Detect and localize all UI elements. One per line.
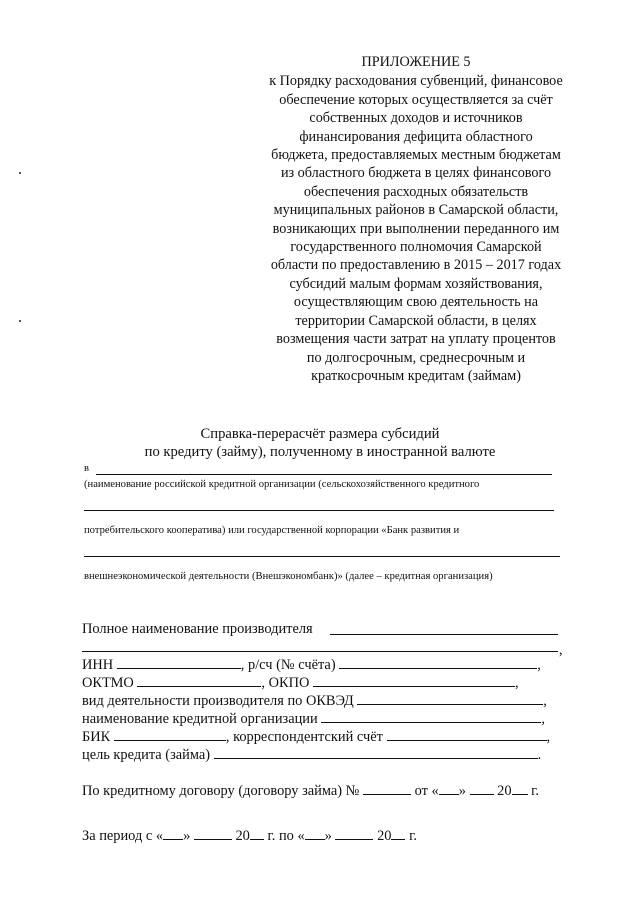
producer-name-field[interactable]: [330, 634, 558, 635]
credit-org-prefix: в: [84, 463, 90, 474]
bank-label: наименование кредитной организации: [82, 711, 318, 727]
year-prefix: 20: [377, 828, 392, 844]
account-label: , р/сч (№ счёта): [240, 657, 336, 673]
period-end-month-field[interactable]: [335, 826, 373, 840]
appendix-line: субсидий малым формам хозяйствования,: [289, 275, 543, 292]
quote-close: »: [183, 828, 191, 844]
year-prefix: 20: [497, 783, 512, 799]
credit-org-hint: потребительского кооператива) или государственной корпорации «Банк развития и: [84, 525, 460, 536]
credit-org-line[interactable]: [84, 510, 554, 511]
appendix-line: обеспечения расходных обязательств: [303, 183, 529, 200]
appendix-line: собственных доходов и источников: [309, 110, 523, 127]
contract-month-field[interactable]: [470, 781, 494, 795]
dot: .: [537, 747, 542, 763]
okved-label: вид деятельности производителя по ОКВЭД: [82, 693, 354, 709]
appendix-title: ПРИЛОЖЕНИЕ 5: [361, 54, 471, 70]
period-mid-label: г. по «: [267, 828, 305, 844]
document-title-line2: по кредиту (займу), полученному в иностранной валюте: [144, 444, 496, 460]
appendix-line: государственного полномочия Самарской: [290, 239, 542, 256]
comma: ,: [537, 657, 541, 673]
period-end-year-field[interactable]: [391, 826, 405, 840]
period-start-year-field[interactable]: [250, 826, 264, 840]
oktmo-row: [82, 673, 519, 692]
contract-from-label: от «: [414, 783, 439, 799]
contract-day-field[interactable]: [439, 781, 459, 795]
account-field[interactable]: [339, 655, 537, 669]
purpose-label: цель кредита (займа): [82, 747, 211, 763]
inn-row: [82, 655, 541, 674]
appendix-header: [236, 53, 596, 385]
producer-name-field-cont[interactable]: [82, 651, 558, 652]
appendix-line: осуществляющим свою деятельность на: [293, 294, 539, 311]
inn-field[interactable]: [117, 655, 241, 669]
appendix-line: возмещения части затрат на уплату процентов: [276, 331, 556, 348]
appendix-line: бюджета, предоставляемых местным бюджетам: [271, 147, 561, 164]
comma: ,: [541, 711, 545, 727]
okved-field[interactable]: [357, 691, 543, 705]
corr-account-label: , корреспондентский счёт: [225, 729, 383, 745]
bik-label: БИК: [82, 729, 111, 745]
period-label: За период с «: [82, 828, 164, 844]
corr-account-field[interactable]: [387, 727, 547, 741]
producer-label: Полное наименование производителя: [82, 621, 313, 637]
appendix-line: по долгосрочным, среднесрочным и: [306, 349, 526, 366]
period-end-day-field[interactable]: [305, 826, 325, 840]
bik-field[interactable]: [114, 727, 226, 741]
comma: ,: [546, 729, 551, 745]
quote-close: »: [458, 783, 466, 799]
oktmo-label: ОКТМО: [82, 675, 134, 691]
appendix-line: территории Самарской области, в целях: [295, 312, 537, 329]
scan-mark: [19, 320, 21, 322]
okpo-label: , ОКПО: [261, 675, 310, 691]
scan-mark: [19, 172, 21, 174]
period-row: [82, 826, 417, 845]
period-start-month-field[interactable]: [194, 826, 232, 840]
credit-org-line[interactable]: [84, 556, 560, 557]
comma: ,: [514, 675, 519, 691]
appendix-line: области по предоставлению в 2015 – 2017 годах: [270, 257, 562, 274]
contract-label: По кредитному договору (договору займа) №: [82, 783, 360, 799]
quote-close: »: [324, 828, 332, 844]
inn-label: ИНН: [82, 657, 114, 673]
appendix-line: муниципальных районов в Самарской области,: [273, 202, 559, 219]
document-title-line1: Справка-перерасчёт размера субсидий: [200, 426, 440, 442]
contract-year-field[interactable]: [512, 781, 528, 795]
bank-field[interactable]: [321, 709, 541, 723]
comma: ,: [543, 693, 547, 709]
year-suffix: г.: [531, 783, 540, 799]
bank-row: [82, 709, 545, 728]
appendix-line: к Порядку расходования субвенций, финансовое: [269, 73, 563, 90]
okpo-field[interactable]: [313, 673, 515, 687]
credit-org-line[interactable]: [96, 474, 552, 475]
appendix-line: краткосрочным кредитам (займам): [311, 367, 521, 384]
period-end-label: г.: [409, 828, 417, 844]
bik-row: [82, 727, 550, 746]
credit-org-hint: внешнеэкономической деятельности (Внешэкономбанк)» (далее – кредитная организация): [84, 571, 493, 582]
purpose-field[interactable]: [214, 745, 538, 759]
contract-row: [82, 781, 539, 800]
oktmo-field[interactable]: [137, 673, 261, 687]
document-title: [60, 425, 580, 461]
purpose-row: [82, 745, 541, 764]
appendix-line: обеспечение которых осуществляется за счёт: [279, 91, 553, 108]
okved-row: [82, 691, 547, 710]
appendix-line: возникающих при выполнении переданного им: [272, 220, 560, 237]
appendix-line: финансирования дефицита областного: [299, 128, 533, 145]
credit-org-hint: (наименование российской кредитной организации (сельскохозяйственного кредитного: [84, 479, 480, 490]
period-start-day-field[interactable]: [163, 826, 183, 840]
producer-end-comma: ,: [559, 642, 563, 658]
year-prefix: 20: [235, 828, 250, 844]
contract-number-field[interactable]: [363, 781, 411, 795]
appendix-line: из областного бюджета в целях финансового: [280, 165, 552, 182]
